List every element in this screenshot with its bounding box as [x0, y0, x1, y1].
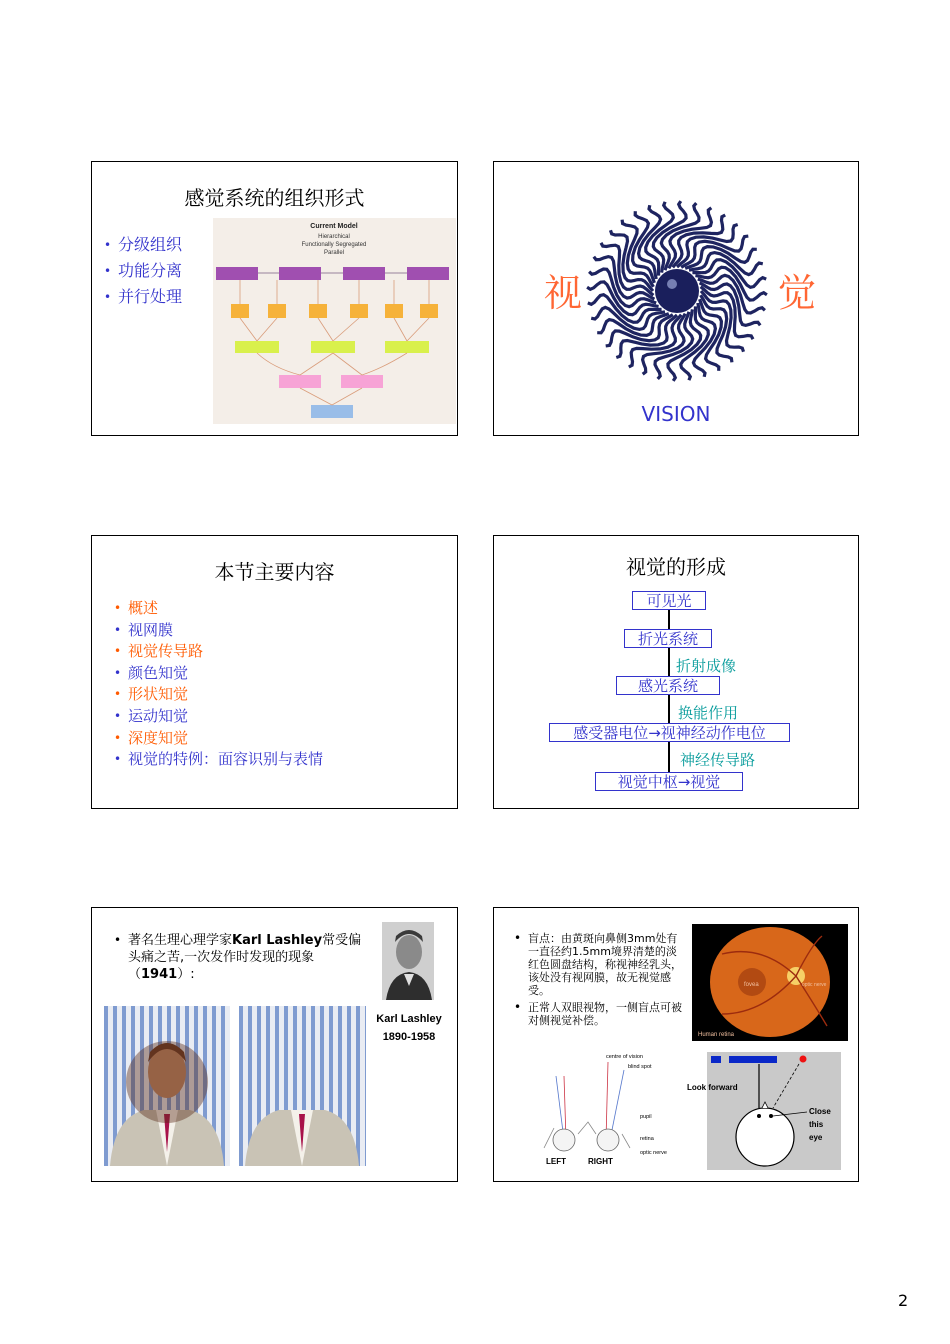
- retina-label-caption: Human retina: [698, 1032, 735, 1038]
- eye-label-retina: retina: [640, 1136, 654, 1142]
- eye-label-blind-spot: blind spot: [628, 1064, 652, 1070]
- contents-item: • 视觉的特例：面容识别与表情: [114, 749, 323, 771]
- contents-item: • 视觉传导路: [114, 641, 323, 663]
- flow-label-neural-pathway: 神经传导路: [680, 751, 756, 769]
- contents-item: • 概述: [114, 598, 323, 620]
- eye-label-centre: centre of vision: [606, 1054, 643, 1060]
- flow-arrow: [668, 610, 670, 630]
- slide-vision-formation: [493, 535, 859, 809]
- eye-label-left: LEFT: [546, 1157, 566, 1166]
- lashley-portrait: [382, 922, 434, 1000]
- current-model-diagram: [213, 218, 456, 424]
- bullet-item: • 并行处理: [104, 284, 182, 310]
- portrait-name: Karl Lashley: [376, 1013, 442, 1025]
- diagram-subheading: Parallel: [323, 250, 345, 256]
- slide-title: 感觉系统的组织形式: [184, 186, 365, 210]
- flow-box-visual-center: 视觉中枢→视觉: [595, 772, 743, 791]
- bullet-text: 常受偏头痛之苦,一次发作时发现的现象（: [128, 933, 362, 982]
- page-number: 2: [898, 1291, 909, 1310]
- diagram-subheading: Functionally Segregated: [301, 242, 367, 248]
- slide-organization: [91, 161, 458, 436]
- bullet-year: 1941: [141, 967, 178, 982]
- diagram-heading: Current Model: [310, 223, 358, 230]
- eye-label-pupil: pupil: [640, 1114, 652, 1120]
- contents-item: • 颜色知觉: [114, 663, 323, 685]
- portrait-caption: [370, 1010, 448, 1046]
- bullet-item: • 功能分离: [104, 258, 182, 284]
- spiral-eye-illustration: [586, 200, 768, 382]
- head-label-this: this: [809, 1120, 824, 1129]
- bullet-name: Karl Lashley: [232, 933, 323, 948]
- contents-item: • 运动知觉: [114, 706, 323, 728]
- lashley-bullet: [114, 932, 364, 983]
- flow-box-refraction: 折光系统: [624, 629, 712, 648]
- portrait-years: 1890-1958: [382, 1031, 436, 1043]
- contents-item: • 视网膜: [114, 620, 323, 642]
- contents-list: [114, 598, 323, 771]
- bullet-text: 著名生理心理学家: [128, 933, 233, 948]
- flow-arrow: [668, 648, 670, 676]
- compensation-bullet: • 正常人双眼视物，一侧盲点可被对侧视觉补偿。: [514, 1001, 684, 1027]
- slide-title: 视觉的形成: [626, 555, 726, 579]
- vision-label: VISION: [641, 402, 711, 426]
- vision-char-right: 觉: [778, 271, 817, 315]
- retina-label-optic-nerve: optic nerve: [802, 982, 827, 988]
- flow-arrow: [668, 695, 670, 723]
- head-label-eye: eye: [809, 1133, 823, 1142]
- eye-blind-spot-diagram: [538, 1048, 668, 1172]
- flow-box-receptor-potential: 感受器电位→视神经动作电位: [549, 723, 790, 742]
- slide-blind-spot: [493, 907, 859, 1182]
- human-retina-photo: [692, 924, 848, 1041]
- bullet-list: [104, 232, 182, 310]
- flow-arrow: [668, 742, 670, 772]
- head-label-close: Close: [809, 1107, 831, 1116]
- blind-spot-test-diagram: [687, 1052, 841, 1170]
- slide-title: 本节主要内容: [214, 560, 335, 584]
- flow-box-photoreception: 感光系统: [616, 676, 720, 695]
- diagram-subheading: Hierarchical: [318, 234, 350, 240]
- bullet-item: • 分级组织: [104, 232, 182, 258]
- flow-label-refraction-imaging: 折射成像: [676, 657, 737, 675]
- slide-vision: [493, 161, 859, 436]
- flow-box-visible-light: 可见光: [632, 591, 706, 610]
- contents-item: • 形状知觉: [114, 684, 323, 706]
- vision-char-left: 视: [544, 271, 583, 315]
- bullet-list: [114, 932, 364, 983]
- bullet-text: ）:: [177, 967, 195, 982]
- flow-label-transduction: 换能作用: [678, 704, 739, 722]
- eye-label-right: RIGHT: [588, 1157, 613, 1166]
- slide-contents: [91, 535, 458, 809]
- contents-item: • 深度知觉: [114, 728, 323, 750]
- retina-label-fovea: fovea: [744, 982, 759, 988]
- eye-label-optic-nerve: optic nerve: [640, 1150, 667, 1156]
- migraine-scotoma-pictures: [104, 1006, 366, 1166]
- head-label-look-forward: Look forward: [687, 1083, 738, 1092]
- bullet-list: [514, 932, 684, 1027]
- blind-spot-bullet: • 盲点：由黄斑向鼻侧3mm处有一直径约1.5mm境界清楚的淡红色圆盘结构，称视神经乳头，该处没有视网膜，故无视觉感受。: [514, 932, 684, 997]
- slide-lashley: [91, 907, 458, 1182]
